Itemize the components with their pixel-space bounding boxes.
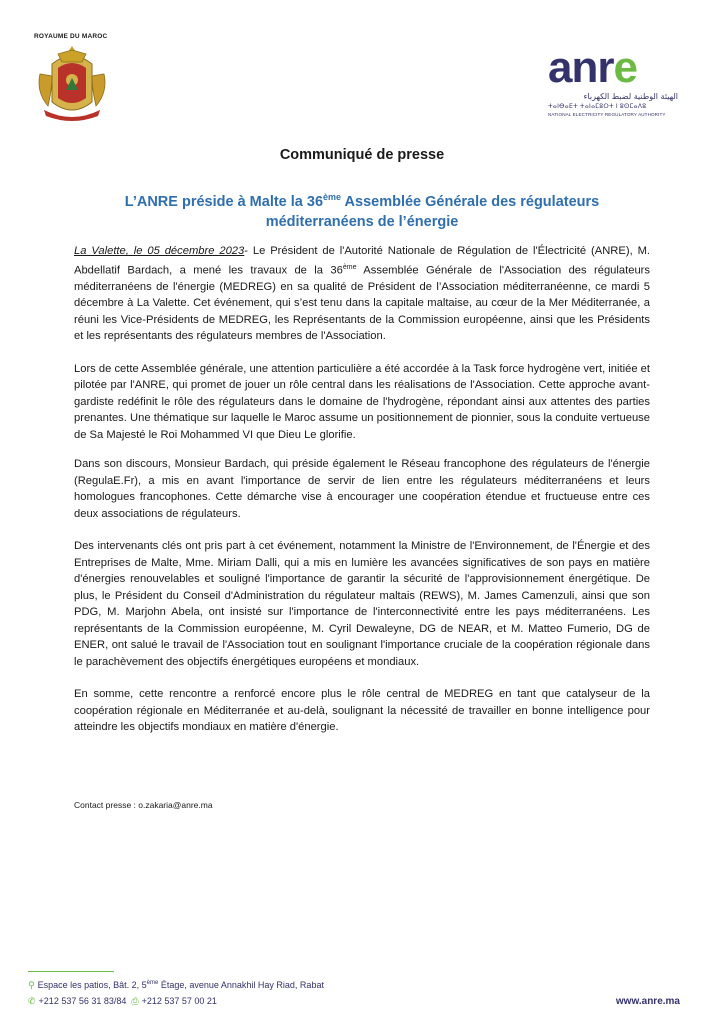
logo-arabic-text: الهيئة الوطنية لضبط الكهرباء	[583, 92, 678, 101]
location-pin-icon: ⚲	[28, 980, 35, 990]
kingdom-label: ROYAUME DU MAROC	[34, 33, 108, 40]
anre-wordmark: anre	[548, 43, 637, 92]
footer-address: ⚲ Espace les patios, Bât. 2, 5ème Étage, avenue Annakhil Hay Riad, Rabat	[28, 980, 324, 990]
anre-logo	[548, 43, 688, 124]
footer-website[interactable]: www.anre.ma	[615, 996, 680, 1007]
paragraph-1: La Valette, le 05 décembre 2023- Le Président de l'Autorité Nationale de Régulation de l'Électricité (ANRE), M. Abdellatif Bardach, a mené les travaux de la 36ème Assemblée Générale de l'Association des régulateurs méditerranéens de l'énergie (MEDREG) en sa qualité de Président de l’Association méditerranéenne, ce mardi 5 décembre à La Valette. Cet événement, qui s’est tenu dans la capitale maltaise, au cœur de la Mer Méditerranée, a réuni les Vice-Présidents de MEDREG, les Représentants de la Commission européenne, ainsi que les Présidents et les représentants des régulateurs membres de l'Association.	[74, 245, 651, 343]
footer-phones: ✆ +212 537 56 31 83/84 ⎙ +212 537 57 00 21	[28, 996, 217, 1006]
paragraph-3: Dans son discours, Monsieur Bardach, qui préside également le Réseau francophone des régulateurs de l'énergie (RegulaE.Fr), a mis en avant l'importance de servir de lien entre les régulateurs méditerranéens et leurs homologues francophones. Cette démarche vise à encourager une coopération étendue et fructueuse entre ces deux associations de régulateurs.	[74, 458, 650, 520]
press-body	[74, 243, 650, 752]
footer-divider	[28, 971, 114, 972]
press-title: Communiqué de presse	[279, 147, 445, 163]
paragraph-5: En somme, cette rencontre a renforcé encore plus le rôle central de MEDREG en tant que catalyseur de la coopération régionale en Méditerranée et au-delà, soulignant la nécessité de travailler en bonne intelligence pour atteindre les objectifs mondiaux en matière d'énergie.	[74, 688, 650, 734]
contact-line: Contact presse : o.zakaria@anre.ma	[74, 800, 213, 810]
paragraph-4: Des intervenants clés ont pris part à cet événement, notamment la Ministre de l'Environnement, de l'Énergie et des Entreprises de Malte, Mme. Miriam Dalli, qui a mis en lumière les avancées significatives de son pays en matière d'énergies renouvelables et souligné l'importance de garantir la sécurité de l'approvisionnement énergétique. De plus, le Président du Conseil d'Administration du régulateur maltais (REWS), M. James Camenzuli, ainsi que son PDG, M. Marjohn Abela, ont insisté sur l'importance de l'interconnectivité entre les pays méditerranéens. Les représentants de la Commission européenne, M. Cyril Dewaleyne, DG de NEAR, et M. Matteo Fumerio, DG de ENER, ont salué le travail de l'Association tout en soulignant l'importance cruciale de la coopération régionale dans le parachèvement des objectifs énergétiques européens et mondiaux.	[74, 540, 650, 668]
dateline: La Valette, le 05 décembre 2023	[74, 245, 245, 257]
fax-icon: ⎙	[131, 996, 139, 1006]
moroccan-coat-of-arms-icon	[34, 44, 110, 126]
phone-icon: ✆	[28, 996, 36, 1006]
logo-english-text: NATIONAL ELECTRICITY REGULATORY AUTHORITY	[548, 112, 666, 117]
paragraph-2: Lors de cette Assemblée générale, une attention particulière a été accordée à la Task force hydrogène vert, initiée et pilotée par l'ANRE, qui promet de jouer un rôle central dans les réalisations de l'Association. Cette approche avant-gardiste redéfinit le rôle des régulateurs dans le domaine de l'hydrogène, répondant ainsi aux attentes des parties prenantes. Une thématique sur laquelle le Maroc assume un positionnement de pionnier, sous la conduite vertueuse de Sa Majesté le Roi Mohammed VI que Dieu Le glorifie.	[74, 362, 650, 441]
logo-tifinagh-text: ⵜⴰⵏⴱⴰⴹⵜ ⵜⴰⵏⴰⵎⵓⵔⵜ ⵏ ⵓⵙⵎⴰⴷⵓ	[548, 104, 647, 110]
headline: L’ANRE préside à Malte la 36ème Assemblée Générale des régulateurs méditerranéens de l’énergie	[124, 192, 600, 230]
